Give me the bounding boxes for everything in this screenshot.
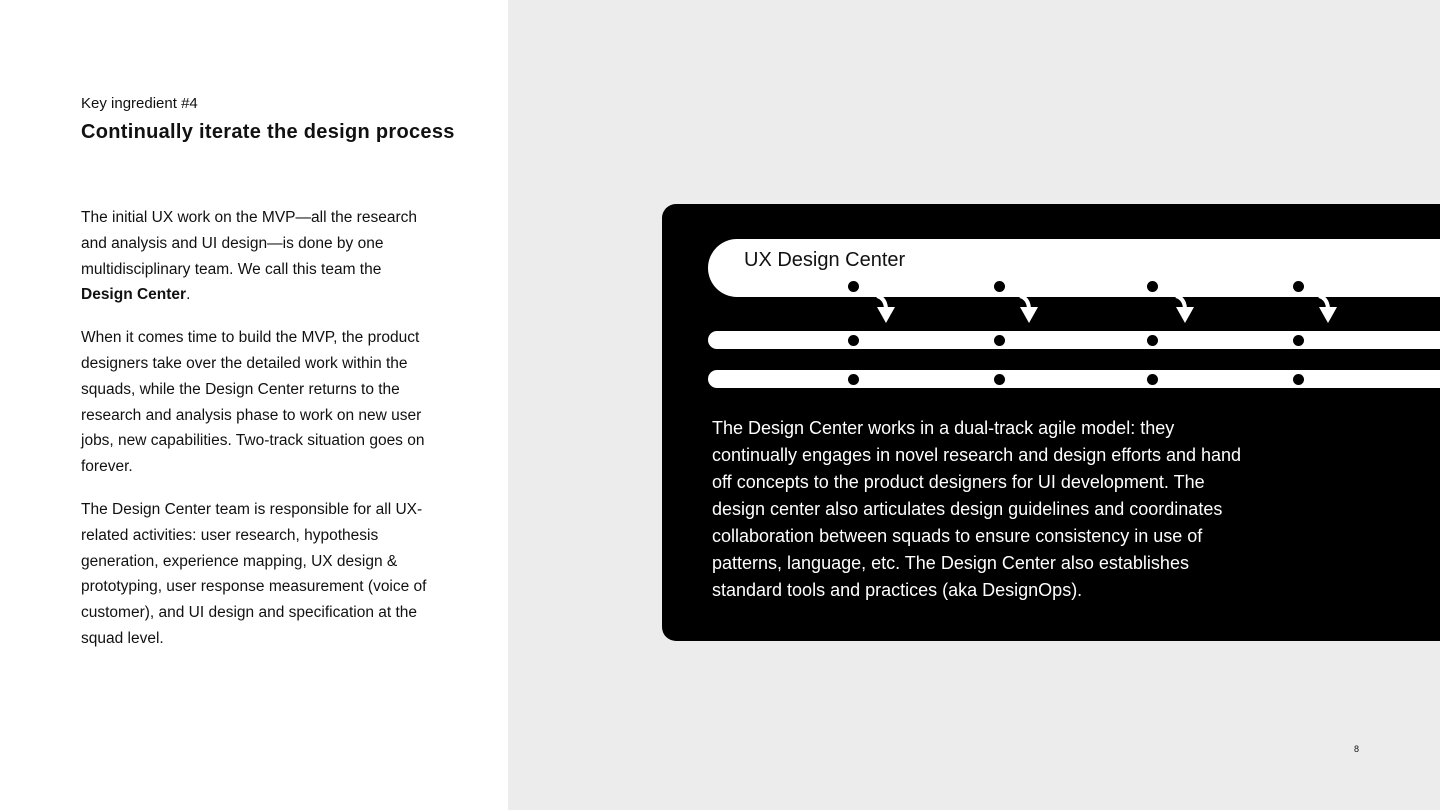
left-panel [0, 0, 508, 810]
track-node [1293, 335, 1304, 346]
dual-track-diagram-card [662, 204, 1440, 641]
curved-arrow-down-icon [1170, 292, 1204, 326]
paragraph-1-end: . [186, 286, 191, 304]
track-node [848, 335, 859, 346]
slide-title: Continually iterate the design process [81, 121, 455, 143]
track-node [848, 374, 859, 385]
track-node [994, 281, 1005, 292]
design-center-emphasis: Design Center [81, 286, 187, 304]
body-copy [81, 205, 431, 669]
squad-track-2 [708, 370, 1440, 388]
paragraph-1-text: The initial UX work on the MVP—all the research and analysis and UI design—is done by one multidisciplinary team. We call this team the [81, 209, 417, 278]
curved-arrow-down-icon [871, 292, 905, 326]
design-center-track [708, 239, 1440, 297]
track-node [848, 281, 859, 292]
slide-kicker: Key ingredient #4 [81, 95, 198, 112]
track-node [1147, 335, 1158, 346]
track-node [1147, 281, 1158, 292]
squad-track-1 [708, 331, 1440, 349]
paragraph-2: When it comes time to build the MVP, the product designers take over the detailed work within the squads, while the Design Center returns to the research and analysis phase to work on new user jobs, new capabilities. Two-track situation goes on forever. [81, 329, 425, 476]
design-center-track-label: UX Design Center [744, 249, 906, 271]
curved-arrow-down-icon [1014, 292, 1048, 326]
diagram-description: The Design Center works in a dual-track agile model: they continually engages in novel research and design efforts and hand off concepts to the product designers for UI development. The design center also articulates design guidelines and coordinates collaboration between squads to ensure consistency in use of patterns, language, etc. The Design Center also establishes standard tools and practices (aka DesignOps). [712, 418, 1242, 600]
track-node [1147, 374, 1158, 385]
paragraph-3: The Design Center team is responsible for all UX-related activities: user research, hypothesis generation, experience mapping, UX design & prototyping, user response measurement (voice of customer), and UI design and specification at the squad level. [81, 500, 427, 647]
track-node [994, 374, 1005, 385]
track-node [1293, 374, 1304, 385]
track-node [1293, 281, 1304, 292]
paragraph-1 [81, 205, 431, 308]
curved-arrow-down-icon [1313, 292, 1347, 326]
right-panel [508, 0, 1440, 810]
track-node [994, 335, 1005, 346]
page-number: 8 [1354, 744, 1360, 754]
